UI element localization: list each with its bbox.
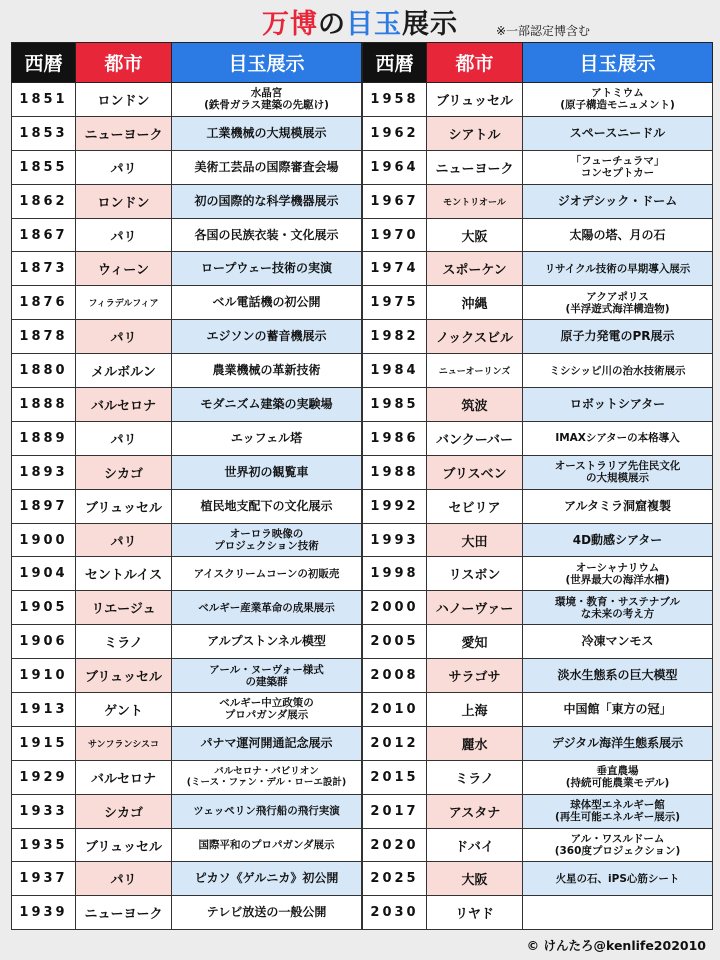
exhibit-cell: 工業機械の大規模展示	[172, 116, 362, 150]
city-cell: ニューオーリンズ	[427, 354, 523, 388]
city-cell: ノックスビル	[427, 320, 523, 354]
exhibit-cell: 植民地支配下の文化展示	[172, 489, 362, 523]
year-cell: 2017	[363, 794, 427, 828]
table-row	[363, 557, 713, 591]
table-row	[363, 591, 713, 625]
table-row	[363, 320, 713, 354]
year-cell: 1910	[12, 659, 76, 693]
exhibit-cell	[523, 896, 713, 930]
credit: © けんたろ@kenlife202010	[526, 938, 706, 953]
exhibit-cell: 4D動感シアター	[523, 523, 713, 557]
year-cell: 1984	[363, 354, 427, 388]
exhibit-cell: 各国の民族衣装・文化展示	[172, 218, 362, 252]
year-cell: 1988	[363, 455, 427, 489]
city-cell: ブリュッセル	[76, 489, 172, 523]
title-char-4: 目	[346, 9, 374, 40]
table-row	[363, 625, 713, 659]
exhibit-cell: 中国館「東方の冠」	[523, 693, 713, 727]
table-row	[12, 252, 362, 286]
city-cell: スポーケン	[427, 252, 523, 286]
table-row	[363, 523, 713, 557]
city-cell: 沖縄	[427, 286, 523, 320]
year-cell: 1964	[363, 150, 427, 184]
title-char-1: 万	[262, 9, 290, 40]
city-cell: リヤド	[427, 896, 523, 930]
city-cell: ニューヨーク	[76, 116, 172, 150]
footnote: ※一部認定博含む	[496, 24, 591, 38]
exhibit-cell: ベルギー中立政策の プロパガンダ展示	[172, 693, 362, 727]
table-row	[12, 184, 362, 218]
year-cell: 1851	[12, 83, 76, 117]
table-row	[363, 828, 713, 862]
table-row	[363, 794, 713, 828]
exhibit-cell: バルセロナ・パビリオン (ミース・ファン・デル・ローエ設計)	[172, 760, 362, 794]
exhibit-cell: オーストラリア先住民文化 の大規模展示	[523, 455, 713, 489]
city-cell: リスボン	[427, 557, 523, 591]
table-row	[12, 286, 362, 320]
exhibit-cell: 原子力発電のPR展示	[523, 320, 713, 354]
exhibit-cell: オーロラ映像の プロジェクション技術	[172, 523, 362, 557]
exhibit-cell: ベルギー産業革命の成果展示	[172, 591, 362, 625]
table-row	[363, 726, 713, 760]
exhibit-cell: リサイクル技術の早期導入展示	[523, 252, 713, 286]
exhibit-cell: エッフェル塔	[172, 421, 362, 455]
exhibit-cell: IMAXシアターの本格導入	[523, 421, 713, 455]
year-cell: 1862	[12, 184, 76, 218]
exhibit-cell: アクアポリス (半浮遊式海洋構造物)	[523, 286, 713, 320]
table-row	[12, 591, 362, 625]
header-city: 都市	[427, 43, 523, 83]
table-row	[363, 83, 713, 117]
table-row	[363, 489, 713, 523]
table-row	[363, 150, 713, 184]
exhibit-cell: 農業機械の革新技術	[172, 354, 362, 388]
year-cell: 1935	[12, 828, 76, 862]
table-row	[363, 693, 713, 727]
year-cell: 1853	[12, 116, 76, 150]
exhibit-cell: パナマ運河開通記念展示	[172, 726, 362, 760]
year-cell: 1878	[12, 320, 76, 354]
year-cell: 1986	[363, 421, 427, 455]
year-cell: 1939	[12, 896, 76, 930]
year-cell: 2005	[363, 625, 427, 659]
city-cell: ハノーヴァー	[427, 591, 523, 625]
city-cell: シアトル	[427, 116, 523, 150]
city-cell: バンクーバー	[427, 421, 523, 455]
city-cell: モントリオール	[427, 184, 523, 218]
city-cell: ブリュッセル	[76, 828, 172, 862]
table-row	[12, 693, 362, 727]
table-row	[12, 828, 362, 862]
city-cell: セントルイス	[76, 557, 172, 591]
header-year: 西暦	[363, 43, 427, 83]
year-cell: 1958	[363, 83, 427, 117]
year-cell: 2030	[363, 896, 427, 930]
exhibit-cell: 太陽の塔、月の石	[523, 218, 713, 252]
table-row	[363, 184, 713, 218]
year-cell: 1975	[363, 286, 427, 320]
year-cell: 1962	[363, 116, 427, 150]
year-cell: 2000	[363, 591, 427, 625]
table-row	[363, 896, 713, 930]
exhibit-cell: ベル電話機の初公開	[172, 286, 362, 320]
city-cell: サラゴサ	[427, 659, 523, 693]
city-cell: 大阪	[427, 862, 523, 896]
city-cell: ブリスベン	[427, 455, 523, 489]
city-cell: 大阪	[427, 218, 523, 252]
exhibit-cell: 球体型エネルギー館 (再生可能エネルギー展示)	[523, 794, 713, 828]
city-cell: 愛知	[427, 625, 523, 659]
year-cell: 1970	[363, 218, 427, 252]
table-row	[12, 760, 362, 794]
exhibit-cell: アトミウム (原子構造モニュメント)	[523, 83, 713, 117]
city-cell: 大田	[427, 523, 523, 557]
exhibit-cell: ミシシッピ川の治水技術展示	[523, 354, 713, 388]
exhibit-cell: 水晶宮 (鉄骨ガラス建築の先駆け)	[172, 83, 362, 117]
table-row	[12, 421, 362, 455]
table-row	[12, 659, 362, 693]
year-cell: 1915	[12, 726, 76, 760]
year-cell: 1873	[12, 252, 76, 286]
city-cell: シカゴ	[76, 455, 172, 489]
table-row	[12, 523, 362, 557]
year-cell: 1904	[12, 557, 76, 591]
page-title	[0, 2, 720, 38]
year-cell: 1876	[12, 286, 76, 320]
table-row	[363, 862, 713, 896]
city-cell: ゲント	[76, 693, 172, 727]
year-cell: 1967	[363, 184, 427, 218]
table-row	[12, 726, 362, 760]
table-row	[12, 489, 362, 523]
title-char-6: 展示	[402, 9, 458, 40]
table-row	[12, 354, 362, 388]
expo-table-right	[362, 42, 713, 930]
year-cell: 1992	[363, 489, 427, 523]
exhibit-cell: テレビ放送の一般公開	[172, 896, 362, 930]
city-cell: ロンドン	[76, 83, 172, 117]
table-row	[363, 455, 713, 489]
year-cell: 1913	[12, 693, 76, 727]
exhibit-cell: アル・ワスルドーム (360度プロジェクション)	[523, 828, 713, 862]
year-cell: 1900	[12, 523, 76, 557]
table-row	[363, 388, 713, 422]
exhibit-cell: 世界初の観覧車	[172, 455, 362, 489]
city-cell: パリ	[76, 218, 172, 252]
city-cell: バルセロナ	[76, 388, 172, 422]
city-cell: ブリュッセル	[427, 83, 523, 117]
exhibit-cell: エジソンの蓄音機展示	[172, 320, 362, 354]
city-cell: ミラノ	[427, 760, 523, 794]
city-cell: ブリュッセル	[76, 659, 172, 693]
exhibit-cell: 美術工芸品の国際審査会場	[172, 150, 362, 184]
city-cell: 筑波	[427, 388, 523, 422]
year-cell: 1974	[363, 252, 427, 286]
exhibit-cell: オーシャナリウム (世界最大の海洋水槽)	[523, 557, 713, 591]
year-cell: 1998	[363, 557, 427, 591]
year-cell: 1929	[12, 760, 76, 794]
exhibit-cell: 「フューチュラマ」 コンセプトカー	[523, 150, 713, 184]
city-cell: ニューヨーク	[427, 150, 523, 184]
year-cell: 1855	[12, 150, 76, 184]
table-row	[12, 320, 362, 354]
city-cell: ウィーン	[76, 252, 172, 286]
city-cell: メルボルン	[76, 354, 172, 388]
city-cell: ドバイ	[427, 828, 523, 862]
city-cell: アスタナ	[427, 794, 523, 828]
exhibit-cell: ピカソ《ゲルニカ》初公開	[172, 862, 362, 896]
year-cell: 1982	[363, 320, 427, 354]
city-cell: フィラデルフィア	[76, 286, 172, 320]
city-cell: セビリア	[427, 489, 523, 523]
year-cell: 1888	[12, 388, 76, 422]
table-row	[12, 557, 362, 591]
city-cell: リエージュ	[76, 591, 172, 625]
year-cell: 1867	[12, 218, 76, 252]
year-cell: 1897	[12, 489, 76, 523]
city-cell: シカゴ	[76, 794, 172, 828]
header-city: 都市	[76, 43, 172, 83]
exhibit-cell: アイスクリームコーンの初販売	[172, 557, 362, 591]
year-cell: 2015	[363, 760, 427, 794]
exhibit-cell: アルタミラ洞窟複製	[523, 489, 713, 523]
exhibit-cell: 環境・教育・サステナブル な未来の考え方	[523, 591, 713, 625]
city-cell: ニューヨーク	[76, 896, 172, 930]
year-cell: 1985	[363, 388, 427, 422]
year-cell: 1933	[12, 794, 76, 828]
year-cell: 1937	[12, 862, 76, 896]
table-row	[363, 354, 713, 388]
exhibit-cell: 初の国際的な科学機器展示	[172, 184, 362, 218]
year-cell: 1993	[363, 523, 427, 557]
city-cell: パリ	[76, 862, 172, 896]
year-cell: 2020	[363, 828, 427, 862]
year-cell: 2025	[363, 862, 427, 896]
city-cell: ロンドン	[76, 184, 172, 218]
table-row	[12, 625, 362, 659]
exhibit-cell: 垂直農場 (持続可能農業モデル)	[523, 760, 713, 794]
exhibit-cell: 国際平和のプロパガンダ展示	[172, 828, 362, 862]
exhibit-cell: 淡水生態系の巨大模型	[523, 659, 713, 693]
title-char-5: 玉	[374, 9, 402, 40]
expo-table-left	[11, 42, 362, 930]
table-row	[12, 388, 362, 422]
title-char-2: 博	[290, 9, 318, 40]
table-row	[12, 862, 362, 896]
city-cell: パリ	[76, 320, 172, 354]
table-row	[363, 252, 713, 286]
year-cell: 2010	[363, 693, 427, 727]
table-row	[12, 116, 362, 150]
table-row	[12, 83, 362, 117]
header-year: 西暦	[12, 43, 76, 83]
city-cell: パリ	[76, 421, 172, 455]
exhibit-cell: モダニズム建築の実験場	[172, 388, 362, 422]
city-cell: 麗水	[427, 726, 523, 760]
table-row	[12, 896, 362, 930]
exhibit-cell: デジタル海洋生態系展示	[523, 726, 713, 760]
year-cell: 2008	[363, 659, 427, 693]
table-row	[363, 659, 713, 693]
city-cell: ミラノ	[76, 625, 172, 659]
exhibit-cell: ツェッペリン飛行船の飛行実演	[172, 794, 362, 828]
header-exhibit: 目玉展示	[172, 43, 362, 83]
table-header-row	[363, 43, 713, 83]
year-cell: 1893	[12, 455, 76, 489]
exhibit-cell: ジオデシック・ドーム	[523, 184, 713, 218]
city-cell: パリ	[76, 523, 172, 557]
table-row	[12, 218, 362, 252]
table-header-row	[12, 43, 362, 83]
exhibit-cell: アルプストンネル模型	[172, 625, 362, 659]
table-row	[363, 760, 713, 794]
header-exhibit: 目玉展示	[523, 43, 713, 83]
city-cell: 上海	[427, 693, 523, 727]
table-row	[12, 455, 362, 489]
table-row	[363, 421, 713, 455]
city-cell: パリ	[76, 150, 172, 184]
exhibit-cell: スペースニードル	[523, 116, 713, 150]
exhibit-cell: ロボットシアター	[523, 388, 713, 422]
year-cell: 1906	[12, 625, 76, 659]
table-row	[363, 286, 713, 320]
city-cell: サンフランシスコ	[76, 726, 172, 760]
table-row	[363, 116, 713, 150]
table-row	[12, 150, 362, 184]
table-row	[12, 794, 362, 828]
year-cell: 1880	[12, 354, 76, 388]
exhibit-cell: 冷凍マンモス	[523, 625, 713, 659]
year-cell: 2012	[363, 726, 427, 760]
table-row	[363, 218, 713, 252]
year-cell: 1889	[12, 421, 76, 455]
exhibit-cell: アール・ヌーヴォー様式 の建築群	[172, 659, 362, 693]
title-char-3: の	[318, 9, 346, 40]
year-cell: 1905	[12, 591, 76, 625]
exhibit-cell: 火星の石、iPS心筋シート	[523, 862, 713, 896]
exhibit-cell: ロープウェー技術の実演	[172, 252, 362, 286]
city-cell: バルセロナ	[76, 760, 172, 794]
